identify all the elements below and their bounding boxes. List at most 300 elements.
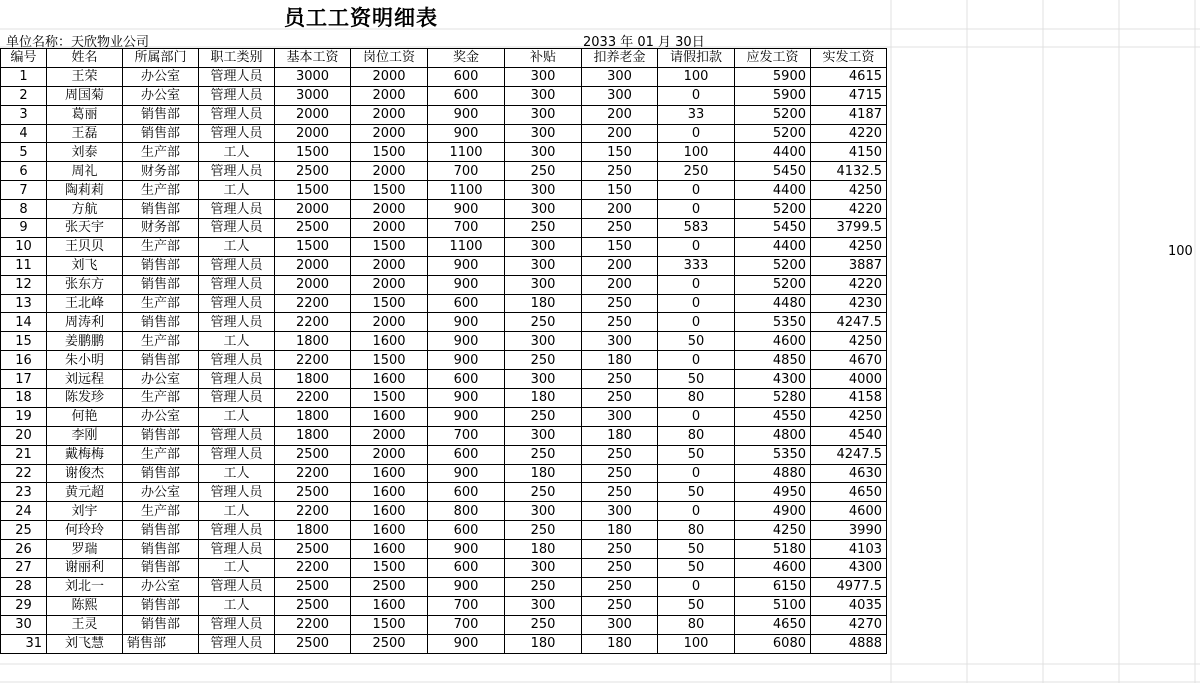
- leave-deduction-cell[interactable]: 583: [658, 219, 735, 238]
- pension-cell[interactable]: 300: [582, 332, 658, 351]
- gross-pay-cell[interactable]: 4650: [735, 615, 811, 634]
- department-cell[interactable]: 销售部: [123, 275, 199, 294]
- id-cell[interactable]: 3: [1, 105, 47, 124]
- gross-pay-cell[interactable]: 4800: [735, 426, 811, 445]
- leave-deduction-cell[interactable]: 333: [658, 256, 735, 275]
- subsidy-cell[interactable]: 300: [505, 502, 582, 521]
- pension-cell[interactable]: 250: [582, 370, 658, 389]
- gross-pay-cell[interactable]: 4480: [735, 294, 811, 313]
- base-salary-cell[interactable]: 3000: [275, 67, 351, 86]
- subsidy-cell[interactable]: 300: [505, 105, 582, 124]
- base-salary-cell[interactable]: 2500: [275, 219, 351, 238]
- name-cell[interactable]: 谢俊杰: [47, 464, 123, 483]
- header-cell[interactable]: 职工类别: [199, 49, 275, 68]
- gross-pay-cell[interactable]: 5450: [735, 162, 811, 181]
- id-cell[interactable]: 27: [1, 559, 47, 578]
- gross-pay-cell[interactable]: 5200: [735, 105, 811, 124]
- department-cell[interactable]: 销售部: [123, 615, 199, 634]
- subsidy-cell[interactable]: 300: [505, 143, 582, 162]
- bonus-cell[interactable]: 600: [428, 559, 505, 578]
- category-cell[interactable]: 管理人员: [199, 351, 275, 370]
- category-cell[interactable]: 工人: [199, 332, 275, 351]
- bonus-cell[interactable]: 700: [428, 162, 505, 181]
- extra-value-cell[interactable]: 100: [1168, 244, 1193, 259]
- post-salary-cell[interactable]: 1600: [351, 502, 428, 521]
- pension-cell[interactable]: 150: [582, 181, 658, 200]
- bonus-cell[interactable]: 900: [428, 351, 505, 370]
- department-cell[interactable]: 销售部: [123, 256, 199, 275]
- subsidy-cell[interactable]: 250: [505, 615, 582, 634]
- header-cell[interactable]: 扣养老金: [582, 49, 658, 68]
- name-cell[interactable]: 刘北一: [47, 577, 123, 596]
- category-cell[interactable]: 工人: [199, 407, 275, 426]
- category-cell[interactable]: 管理人员: [199, 124, 275, 143]
- gross-pay-cell[interactable]: 4550: [735, 407, 811, 426]
- post-salary-cell[interactable]: 1500: [351, 351, 428, 370]
- leave-deduction-cell[interactable]: 50: [658, 370, 735, 389]
- subsidy-cell[interactable]: 300: [505, 124, 582, 143]
- net-pay-cell[interactable]: 3887: [811, 256, 887, 275]
- department-cell[interactable]: 销售部: [123, 426, 199, 445]
- category-cell[interactable]: 管理人员: [199, 540, 275, 559]
- id-cell[interactable]: 21: [1, 445, 47, 464]
- category-cell[interactable]: 管理人员: [199, 483, 275, 502]
- bonus-cell[interactable]: 900: [428, 124, 505, 143]
- bonus-cell[interactable]: 600: [428, 483, 505, 502]
- pension-cell[interactable]: 180: [582, 521, 658, 540]
- post-salary-cell[interactable]: 2000: [351, 313, 428, 332]
- header-cell[interactable]: 编号: [1, 49, 47, 68]
- base-salary-cell[interactable]: 1800: [275, 521, 351, 540]
- leave-deduction-cell[interactable]: 0: [658, 407, 735, 426]
- pension-cell[interactable]: 250: [582, 162, 658, 181]
- pension-cell[interactable]: 150: [582, 143, 658, 162]
- net-pay-cell[interactable]: 4220: [811, 124, 887, 143]
- post-salary-cell[interactable]: 2000: [351, 124, 428, 143]
- pension-cell[interactable]: 200: [582, 275, 658, 294]
- post-salary-cell[interactable]: 2000: [351, 200, 428, 219]
- post-salary-cell[interactable]: 2000: [351, 219, 428, 238]
- name-cell[interactable]: 周国菊: [47, 86, 123, 105]
- gross-pay-cell[interactable]: 4850: [735, 351, 811, 370]
- net-pay-cell[interactable]: 4103: [811, 540, 887, 559]
- category-cell[interactable]: 管理人员: [199, 67, 275, 86]
- id-cell[interactable]: 26: [1, 540, 47, 559]
- department-cell[interactable]: 生产部: [123, 445, 199, 464]
- base-salary-cell[interactable]: 2500: [275, 162, 351, 181]
- leave-deduction-cell[interactable]: 100: [658, 143, 735, 162]
- bonus-cell[interactable]: 600: [428, 521, 505, 540]
- id-cell[interactable]: 4: [1, 124, 47, 143]
- category-cell[interactable]: 管理人员: [199, 577, 275, 596]
- name-cell[interactable]: 陈发珍: [47, 389, 123, 408]
- gross-pay-cell[interactable]: 4900: [735, 502, 811, 521]
- gross-pay-cell[interactable]: 4880: [735, 464, 811, 483]
- category-cell[interactable]: 工人: [199, 181, 275, 200]
- post-salary-cell[interactable]: 2500: [351, 577, 428, 596]
- subsidy-cell[interactable]: 300: [505, 559, 582, 578]
- post-salary-cell[interactable]: 1600: [351, 407, 428, 426]
- name-cell[interactable]: 张天宇: [47, 219, 123, 238]
- department-cell[interactable]: 办公室: [123, 370, 199, 389]
- net-pay-cell[interactable]: 4650: [811, 483, 887, 502]
- subsidy-cell[interactable]: 300: [505, 181, 582, 200]
- post-salary-cell[interactable]: 2000: [351, 67, 428, 86]
- category-cell[interactable]: 工人: [199, 502, 275, 521]
- pension-cell[interactable]: 300: [582, 407, 658, 426]
- name-cell[interactable]: 刘宇: [47, 502, 123, 521]
- net-pay-cell[interactable]: 3990: [811, 521, 887, 540]
- post-salary-cell[interactable]: 2000: [351, 426, 428, 445]
- category-cell[interactable]: 管理人员: [199, 389, 275, 408]
- bonus-cell[interactable]: 900: [428, 577, 505, 596]
- base-salary-cell[interactable]: 1800: [275, 426, 351, 445]
- department-cell[interactable]: 生产部: [123, 502, 199, 521]
- net-pay-cell[interactable]: 4035: [811, 596, 887, 615]
- department-cell[interactable]: 生产部: [123, 237, 199, 256]
- net-pay-cell[interactable]: 4250: [811, 237, 887, 256]
- department-cell[interactable]: 财务部: [123, 162, 199, 181]
- id-cell[interactable]: 5: [1, 143, 47, 162]
- name-cell[interactable]: 戴梅梅: [47, 445, 123, 464]
- bonus-cell[interactable]: 600: [428, 445, 505, 464]
- gross-pay-cell[interactable]: 5200: [735, 124, 811, 143]
- pension-cell[interactable]: 250: [582, 559, 658, 578]
- name-cell[interactable]: 罗瑞: [47, 540, 123, 559]
- net-pay-cell[interactable]: 4250: [811, 407, 887, 426]
- name-cell[interactable]: 刘飞慧: [47, 634, 123, 653]
- leave-deduction-cell[interactable]: 0: [658, 86, 735, 105]
- post-salary-cell[interactable]: 1500: [351, 559, 428, 578]
- category-cell[interactable]: 管理人员: [199, 294, 275, 313]
- department-cell[interactable]: 销售部: [123, 634, 199, 653]
- subsidy-cell[interactable]: 250: [505, 577, 582, 596]
- id-cell[interactable]: 13: [1, 294, 47, 313]
- post-salary-cell[interactable]: 1500: [351, 181, 428, 200]
- category-cell[interactable]: 管理人员: [199, 275, 275, 294]
- subsidy-cell[interactable]: 250: [505, 219, 582, 238]
- gross-pay-cell[interactable]: 4300: [735, 370, 811, 389]
- name-cell[interactable]: 陶莉莉: [47, 181, 123, 200]
- post-salary-cell[interactable]: 2000: [351, 105, 428, 124]
- pension-cell[interactable]: 250: [582, 540, 658, 559]
- gross-pay-cell[interactable]: 5900: [735, 67, 811, 86]
- name-cell[interactable]: 刘远程: [47, 370, 123, 389]
- bonus-cell[interactable]: 900: [428, 332, 505, 351]
- leave-deduction-cell[interactable]: 0: [658, 313, 735, 332]
- base-salary-cell[interactable]: 2200: [275, 389, 351, 408]
- post-salary-cell[interactable]: 1600: [351, 332, 428, 351]
- name-cell[interactable]: 王磊: [47, 124, 123, 143]
- subsidy-cell[interactable]: 180: [505, 294, 582, 313]
- base-salary-cell[interactable]: 1800: [275, 407, 351, 426]
- base-salary-cell[interactable]: 1500: [275, 143, 351, 162]
- post-salary-cell[interactable]: 1500: [351, 389, 428, 408]
- net-pay-cell[interactable]: 4600: [811, 502, 887, 521]
- header-cell[interactable]: 姓名: [47, 49, 123, 68]
- pension-cell[interactable]: 250: [582, 219, 658, 238]
- id-cell[interactable]: 15: [1, 332, 47, 351]
- department-cell[interactable]: 财务部: [123, 219, 199, 238]
- name-cell[interactable]: 刘泰: [47, 143, 123, 162]
- base-salary-cell[interactable]: 2200: [275, 351, 351, 370]
- bonus-cell[interactable]: 900: [428, 389, 505, 408]
- id-cell[interactable]: 9: [1, 219, 47, 238]
- id-cell[interactable]: 28: [1, 577, 47, 596]
- leave-deduction-cell[interactable]: 0: [658, 294, 735, 313]
- pension-cell[interactable]: 180: [582, 634, 658, 653]
- post-salary-cell[interactable]: 1500: [351, 143, 428, 162]
- bonus-cell[interactable]: 700: [428, 219, 505, 238]
- base-salary-cell[interactable]: 1500: [275, 181, 351, 200]
- bonus-cell[interactable]: 900: [428, 105, 505, 124]
- leave-deduction-cell[interactable]: 100: [658, 634, 735, 653]
- department-cell[interactable]: 销售部: [123, 351, 199, 370]
- leave-deduction-cell[interactable]: 0: [658, 351, 735, 370]
- net-pay-cell[interactable]: 4230: [811, 294, 887, 313]
- id-cell[interactable]: 2: [1, 86, 47, 105]
- id-cell[interactable]: 29: [1, 596, 47, 615]
- subsidy-cell[interactable]: 250: [505, 313, 582, 332]
- post-salary-cell[interactable]: 2000: [351, 86, 428, 105]
- department-cell[interactable]: 生产部: [123, 332, 199, 351]
- name-cell[interactable]: 王灵: [47, 615, 123, 634]
- gross-pay-cell[interactable]: 5450: [735, 219, 811, 238]
- category-cell[interactable]: 管理人员: [199, 313, 275, 332]
- net-pay-cell[interactable]: 4250: [811, 332, 887, 351]
- department-cell[interactable]: 销售部: [123, 559, 199, 578]
- category-cell[interactable]: 管理人员: [199, 105, 275, 124]
- post-salary-cell[interactable]: 2500: [351, 634, 428, 653]
- subsidy-cell[interactable]: 250: [505, 351, 582, 370]
- base-salary-cell[interactable]: 1800: [275, 370, 351, 389]
- gross-pay-cell[interactable]: 4250: [735, 521, 811, 540]
- subsidy-cell[interactable]: 250: [505, 407, 582, 426]
- net-pay-cell[interactable]: 4615: [811, 67, 887, 86]
- leave-deduction-cell[interactable]: 0: [658, 200, 735, 219]
- post-salary-cell[interactable]: 1500: [351, 294, 428, 313]
- base-salary-cell[interactable]: 2000: [275, 105, 351, 124]
- category-cell[interactable]: 工人: [199, 596, 275, 615]
- post-salary-cell[interactable]: 1600: [351, 521, 428, 540]
- name-cell[interactable]: 刘飞: [47, 256, 123, 275]
- post-salary-cell[interactable]: 1600: [351, 483, 428, 502]
- bonus-cell[interactable]: 900: [428, 200, 505, 219]
- net-pay-cell[interactable]: 4630: [811, 464, 887, 483]
- department-cell[interactable]: 销售部: [123, 200, 199, 219]
- post-salary-cell[interactable]: 1500: [351, 615, 428, 634]
- bonus-cell[interactable]: 600: [428, 67, 505, 86]
- post-salary-cell[interactable]: 2000: [351, 445, 428, 464]
- subsidy-cell[interactable]: 300: [505, 200, 582, 219]
- pension-cell[interactable]: 300: [582, 86, 658, 105]
- subsidy-cell[interactable]: 250: [505, 162, 582, 181]
- post-salary-cell[interactable]: 1600: [351, 540, 428, 559]
- name-cell[interactable]: 陈熙: [47, 596, 123, 615]
- name-cell[interactable]: 李刚: [47, 426, 123, 445]
- id-cell[interactable]: 16: [1, 351, 47, 370]
- leave-deduction-cell[interactable]: 0: [658, 502, 735, 521]
- post-salary-cell[interactable]: 2000: [351, 275, 428, 294]
- category-cell[interactable]: 管理人员: [199, 370, 275, 389]
- gross-pay-cell[interactable]: 4600: [735, 559, 811, 578]
- post-salary-cell[interactable]: 2000: [351, 256, 428, 275]
- name-cell[interactable]: 张东方: [47, 275, 123, 294]
- bonus-cell[interactable]: 900: [428, 275, 505, 294]
- base-salary-cell[interactable]: 2000: [275, 256, 351, 275]
- pension-cell[interactable]: 250: [582, 483, 658, 502]
- net-pay-cell[interactable]: 3799.5: [811, 219, 887, 238]
- gross-pay-cell[interactable]: 4600: [735, 332, 811, 351]
- pension-cell[interactable]: 200: [582, 256, 658, 275]
- id-cell[interactable]: 25: [1, 521, 47, 540]
- leave-deduction-cell[interactable]: 0: [658, 464, 735, 483]
- name-cell[interactable]: 姜鹏鹏: [47, 332, 123, 351]
- department-cell[interactable]: 办公室: [123, 67, 199, 86]
- leave-deduction-cell[interactable]: 80: [658, 615, 735, 634]
- header-cell[interactable]: 所属部门: [123, 49, 199, 68]
- leave-deduction-cell[interactable]: 0: [658, 275, 735, 294]
- id-cell[interactable]: 6: [1, 162, 47, 181]
- department-cell[interactable]: 办公室: [123, 407, 199, 426]
- leave-deduction-cell[interactable]: 33: [658, 105, 735, 124]
- category-cell[interactable]: 管理人员: [199, 445, 275, 464]
- base-salary-cell[interactable]: 2200: [275, 464, 351, 483]
- post-salary-cell[interactable]: 2000: [351, 162, 428, 181]
- base-salary-cell[interactable]: 2500: [275, 577, 351, 596]
- gross-pay-cell[interactable]: 5280: [735, 389, 811, 408]
- department-cell[interactable]: 销售部: [123, 521, 199, 540]
- gross-pay-cell[interactable]: 6150: [735, 577, 811, 596]
- gross-pay-cell[interactable]: 5350: [735, 313, 811, 332]
- department-cell[interactable]: 生产部: [123, 294, 199, 313]
- pension-cell[interactable]: 250: [582, 313, 658, 332]
- subsidy-cell[interactable]: 300: [505, 596, 582, 615]
- pension-cell[interactable]: 200: [582, 105, 658, 124]
- sheet-title[interactable]: 员工工资明细表: [284, 5, 438, 30]
- base-salary-cell[interactable]: 2000: [275, 275, 351, 294]
- gross-pay-cell[interactable]: 5200: [735, 275, 811, 294]
- net-pay-cell[interactable]: 4247.5: [811, 313, 887, 332]
- department-cell[interactable]: 办公室: [123, 577, 199, 596]
- name-cell[interactable]: 王荣: [47, 67, 123, 86]
- bonus-cell[interactable]: 900: [428, 407, 505, 426]
- category-cell[interactable]: 管理人员: [199, 426, 275, 445]
- name-cell[interactable]: 谢丽利: [47, 559, 123, 578]
- gross-pay-cell[interactable]: 4950: [735, 483, 811, 502]
- subsidy-cell[interactable]: 180: [505, 540, 582, 559]
- gross-pay-cell[interactable]: 5900: [735, 86, 811, 105]
- subsidy-cell[interactable]: 300: [505, 370, 582, 389]
- subsidy-cell[interactable]: 250: [505, 483, 582, 502]
- header-cell[interactable]: 实发工资: [811, 49, 887, 68]
- header-cell[interactable]: 补贴: [505, 49, 582, 68]
- name-cell[interactable]: 何玲玲: [47, 521, 123, 540]
- department-cell[interactable]: 销售部: [123, 596, 199, 615]
- leave-deduction-cell[interactable]: 0: [658, 124, 735, 143]
- subsidy-cell[interactable]: 250: [505, 445, 582, 464]
- leave-deduction-cell[interactable]: 100: [658, 67, 735, 86]
- gross-pay-cell[interactable]: 4400: [735, 237, 811, 256]
- leave-deduction-cell[interactable]: 50: [658, 559, 735, 578]
- leave-deduction-cell[interactable]: 0: [658, 237, 735, 256]
- subsidy-cell[interactable]: 180: [505, 464, 582, 483]
- id-cell[interactable]: 30: [1, 615, 47, 634]
- department-cell[interactable]: 办公室: [123, 483, 199, 502]
- header-cell[interactable]: 奖金: [428, 49, 505, 68]
- pension-cell[interactable]: 300: [582, 615, 658, 634]
- subsidy-cell[interactable]: 300: [505, 332, 582, 351]
- base-salary-cell[interactable]: 2500: [275, 483, 351, 502]
- category-cell[interactable]: 管理人员: [199, 615, 275, 634]
- base-salary-cell[interactable]: 2200: [275, 294, 351, 313]
- subsidy-cell[interactable]: 180: [505, 634, 582, 653]
- header-cell[interactable]: 请假扣款: [658, 49, 735, 68]
- bonus-cell[interactable]: 700: [428, 615, 505, 634]
- base-salary-cell[interactable]: 2200: [275, 559, 351, 578]
- id-cell[interactable]: 11: [1, 256, 47, 275]
- pension-cell[interactable]: 150: [582, 237, 658, 256]
- net-pay-cell[interactable]: 4670: [811, 351, 887, 370]
- base-salary-cell[interactable]: 2200: [275, 502, 351, 521]
- category-cell[interactable]: 管理人员: [199, 86, 275, 105]
- subsidy-cell[interactable]: 300: [505, 86, 582, 105]
- base-salary-cell[interactable]: 1500: [275, 237, 351, 256]
- id-cell[interactable]: 12: [1, 275, 47, 294]
- net-pay-cell[interactable]: 4270: [811, 615, 887, 634]
- post-salary-cell[interactable]: 1600: [351, 370, 428, 389]
- base-salary-cell[interactable]: 2000: [275, 200, 351, 219]
- header-cell[interactable]: 基本工资: [275, 49, 351, 68]
- pension-cell[interactable]: 200: [582, 124, 658, 143]
- pension-cell[interactable]: 200: [582, 200, 658, 219]
- id-cell[interactable]: 22: [1, 464, 47, 483]
- category-cell[interactable]: 管理人员: [199, 200, 275, 219]
- subsidy-cell[interactable]: 250: [505, 521, 582, 540]
- net-pay-cell[interactable]: 4000: [811, 370, 887, 389]
- department-cell[interactable]: 销售部: [123, 313, 199, 332]
- id-cell[interactable]: 8: [1, 200, 47, 219]
- net-pay-cell[interactable]: 4150: [811, 143, 887, 162]
- id-cell[interactable]: 18: [1, 389, 47, 408]
- bonus-cell[interactable]: 900: [428, 634, 505, 653]
- subsidy-cell[interactable]: 300: [505, 67, 582, 86]
- bonus-cell[interactable]: 900: [428, 313, 505, 332]
- category-cell[interactable]: 工人: [199, 143, 275, 162]
- department-cell[interactable]: 销售部: [123, 105, 199, 124]
- subsidy-cell[interactable]: 180: [505, 389, 582, 408]
- bonus-cell[interactable]: 800: [428, 502, 505, 521]
- pension-cell[interactable]: 180: [582, 426, 658, 445]
- base-salary-cell[interactable]: 2200: [275, 313, 351, 332]
- bonus-cell[interactable]: 700: [428, 426, 505, 445]
- name-cell[interactable]: 葛丽: [47, 105, 123, 124]
- bonus-cell[interactable]: 600: [428, 370, 505, 389]
- net-pay-cell[interactable]: 4220: [811, 200, 887, 219]
- net-pay-cell[interactable]: 4300: [811, 559, 887, 578]
- id-cell[interactable]: 7: [1, 181, 47, 200]
- id-cell[interactable]: 1: [1, 67, 47, 86]
- bonus-cell[interactable]: 600: [428, 86, 505, 105]
- net-pay-cell[interactable]: 4715: [811, 86, 887, 105]
- date-cell[interactable]: 2033 年 01 月 30日: [583, 35, 705, 50]
- category-cell[interactable]: 管理人员: [199, 634, 275, 653]
- header-cell[interactable]: 应发工资: [735, 49, 811, 68]
- id-cell[interactable]: 20: [1, 426, 47, 445]
- leave-deduction-cell[interactable]: 80: [658, 426, 735, 445]
- pension-cell[interactable]: 250: [582, 464, 658, 483]
- net-pay-cell[interactable]: 4158: [811, 389, 887, 408]
